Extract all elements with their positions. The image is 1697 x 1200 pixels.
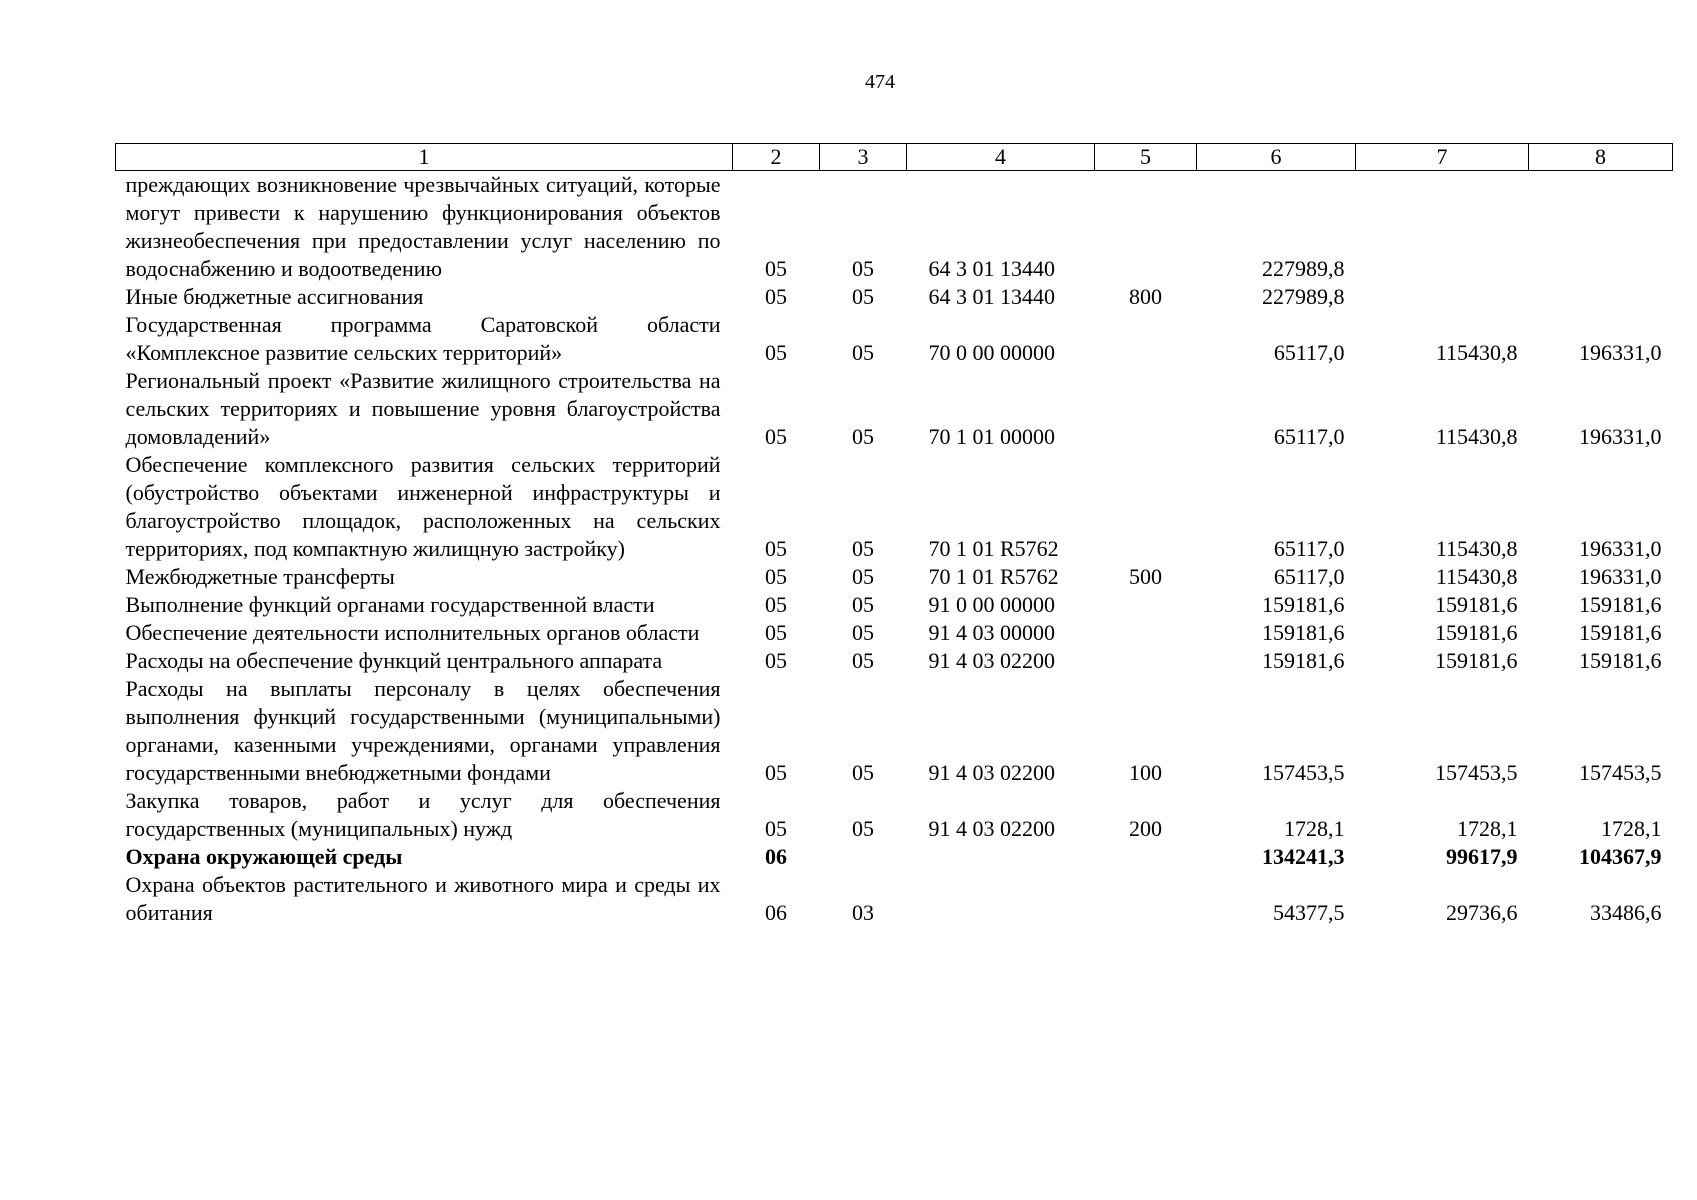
page-number: 474	[865, 71, 895, 93]
cell-amount-col-7: 1728,1	[1457, 816, 1518, 841]
cell-target-article: 70 0 00 00000	[928, 340, 1055, 365]
cell-amount-col-6: 159181,6	[1262, 648, 1345, 673]
table-row	[116, 647, 1673, 675]
cell-target-article: 64 3 01 13440	[928, 284, 1055, 309]
cell-amount-col-8: 159181,6	[1579, 592, 1662, 617]
cell-section: 05	[765, 760, 787, 785]
header-col-4: 4	[907, 144, 1095, 171]
cell-section: 05	[765, 536, 787, 561]
cell-name: Охрана окружающей среды	[125, 844, 403, 869]
cell-expense-type	[1095, 843, 1197, 871]
cell-subsection: 05	[852, 564, 874, 589]
cell-target-article	[907, 843, 1095, 871]
cell-section: 05	[765, 592, 787, 617]
table-row	[116, 675, 1673, 787]
cell-name: Закупка товаров, работ и услуг для обеспечения государственных (муниципальных) нужд	[125, 788, 721, 841]
cell-name: Расходы на обеспечение функций центрального аппарата	[125, 648, 663, 673]
cell-amount-col-6: 159181,6	[1262, 592, 1345, 617]
cell-amount-col-8: 1728,1	[1601, 816, 1662, 841]
cell-target-article: 70 1 01 00000	[928, 424, 1055, 449]
cell-amount-col-7: 99617,9	[1446, 844, 1518, 869]
cell-amount-col-8	[1529, 283, 1673, 311]
cell-subsection: 05	[852, 424, 874, 449]
table-row	[116, 283, 1673, 311]
cell-amount-col-7: 29736,6	[1446, 900, 1518, 925]
cell-amount-col-8: 157453,5	[1579, 760, 1662, 785]
cell-section: 05	[765, 620, 787, 645]
cell-subsection: 03	[852, 900, 874, 925]
cell-subsection: 05	[852, 592, 874, 617]
cell-amount-col-6: 134241,3	[1262, 844, 1345, 869]
cell-target-article: 91 4 03 02200	[928, 816, 1055, 841]
cell-amount-col-8: 196331,0	[1579, 536, 1662, 561]
cell-name: Региональный проект «Развитие жилищного строительства на сельских территориях и повышение уровня благоустройства домовладений»	[125, 368, 721, 449]
cell-target-article: 91 4 03 00000	[928, 620, 1055, 645]
cell-expense-type: 100	[1129, 760, 1162, 785]
cell-amount-col-7: 115430,8	[1435, 424, 1518, 449]
cell-name: Расходы на выплаты персоналу в целях обеспечения выполнения функций государственными (муниципальными) органами, казенными учреждениями, органами управления государственными внебюджетными фондами	[125, 676, 721, 785]
cell-section: 06	[765, 900, 787, 925]
cell-subsection: 05	[852, 760, 874, 785]
cell-target-article: 70 1 01 R5762	[928, 536, 1059, 561]
cell-amount-col-6: 157453,5	[1262, 760, 1345, 785]
cell-amount-col-7: 115430,8	[1435, 340, 1518, 365]
cell-expense-type	[1095, 451, 1197, 563]
cell-subsection: 05	[852, 816, 874, 841]
cell-amount-col-6: 65117,0	[1273, 564, 1345, 589]
cell-name: Охрана объектов растительного и животного мира и среды их обитания	[125, 872, 721, 925]
cell-amount-col-8: 196331,0	[1579, 564, 1662, 589]
cell-section: 05	[765, 284, 787, 309]
cell-subsection: 05	[852, 256, 874, 281]
cell-amount-col-6: 227989,8	[1262, 284, 1345, 309]
cell-expense-type	[1095, 591, 1197, 619]
cell-target-article: 91 0 00 00000	[928, 592, 1055, 617]
header-row	[116, 144, 1673, 171]
cell-section: 05	[765, 648, 787, 673]
cell-section: 05	[765, 256, 787, 281]
table-row	[116, 311, 1673, 367]
cell-amount-col-6: 65117,0	[1273, 536, 1345, 561]
cell-subsection: 05	[852, 536, 874, 561]
table-row	[116, 787, 1673, 843]
cell-subsection: 05	[852, 648, 874, 673]
cell-name: преждающих возникновение чрезвычайных ситуаций, которые могут привести к нарушению функционирования объектов жизнеобеспечения при предоставлении услуг населению по водоснабжению и водоотведению	[125, 172, 721, 281]
cell-name: Обеспечение комплексного развития сельских территорий (обустройство объектами инженерной инфраструктуры и благоустройство площадок, расположенных на сельских территориях, под компактную жилищную застройку)	[125, 452, 721, 561]
cell-amount-col-7: 159181,6	[1435, 592, 1518, 617]
table-row	[116, 619, 1673, 647]
cell-amount-col-7: 115430,8	[1435, 536, 1518, 561]
table-row	[116, 843, 1673, 871]
table-row	[116, 367, 1673, 451]
table-row	[116, 591, 1673, 619]
cell-expense-type	[1095, 311, 1197, 367]
cell-amount-col-7: 157453,5	[1435, 760, 1518, 785]
header-col-7: 7	[1356, 144, 1529, 171]
cell-expense-type	[1095, 619, 1197, 647]
cell-amount-col-8: 104367,9	[1579, 844, 1662, 869]
table-body	[116, 171, 1673, 928]
cell-subsection: 05	[852, 340, 874, 365]
cell-amount-col-6: 65117,0	[1273, 424, 1345, 449]
table-row	[116, 171, 1673, 284]
cell-section: 06	[765, 844, 787, 869]
cell-amount-col-8: 196331,0	[1579, 340, 1662, 365]
cell-amount-col-6: 65117,0	[1273, 340, 1345, 365]
cell-amount-col-7: 159181,6	[1435, 620, 1518, 645]
table-row	[116, 871, 1673, 927]
header-col-1: 1	[116, 144, 733, 171]
cell-name: Государственная программа Саратовской области «Комплексное развитие сельских территорий»	[125, 312, 721, 365]
header-col-6: 6	[1197, 144, 1356, 171]
table-row	[116, 451, 1673, 563]
cell-expense-type	[1095, 171, 1197, 284]
cell-expense-type	[1095, 367, 1197, 451]
cell-section: 05	[765, 564, 787, 589]
cell-amount-col-7: 159181,6	[1435, 648, 1518, 673]
cell-name: Выполнение функций органами государственной власти	[125, 592, 655, 617]
cell-expense-type: 800	[1129, 284, 1162, 309]
cell-amount-col-7	[1356, 283, 1529, 311]
cell-subsection	[820, 843, 907, 871]
cell-target-article: 91 4 03 02200	[928, 760, 1055, 785]
cell-target-article	[907, 871, 1095, 927]
cell-subsection: 05	[852, 620, 874, 645]
cell-section: 05	[765, 816, 787, 841]
cell-subsection: 05	[852, 284, 874, 309]
cell-amount-col-8: 159181,6	[1579, 648, 1662, 673]
cell-amount-col-6: 227989,8	[1262, 256, 1345, 281]
header-col-3: 3	[820, 144, 907, 171]
cell-amount-col-8: 159181,6	[1579, 620, 1662, 645]
cell-amount-col-6: 159181,6	[1262, 620, 1345, 645]
cell-name: Обеспечение деятельности исполнительных органов области	[125, 620, 700, 645]
header-col-8: 8	[1529, 144, 1673, 171]
cell-expense-type: 200	[1129, 816, 1162, 841]
cell-amount-col-8: 196331,0	[1579, 424, 1662, 449]
cell-amount-col-7: 115430,8	[1435, 564, 1518, 589]
cell-expense-type	[1095, 647, 1197, 675]
cell-amount-col-8: 33486,6	[1590, 900, 1662, 925]
budget-table	[115, 143, 1673, 927]
cell-target-article: 64 3 01 13440	[928, 256, 1055, 281]
cell-name: Межбюджетные трансферты	[125, 564, 395, 589]
cell-target-article: 91 4 03 02200	[928, 648, 1055, 673]
cell-amount-col-7	[1356, 171, 1529, 284]
header-col-2: 2	[733, 144, 820, 171]
table-header	[116, 144, 1673, 171]
cell-expense-type	[1095, 871, 1197, 927]
cell-amount-col-6: 1728,1	[1284, 816, 1345, 841]
cell-amount-col-8	[1529, 171, 1673, 284]
table-row	[116, 563, 1673, 591]
cell-section: 05	[765, 340, 787, 365]
cell-target-article: 70 1 01 R5762	[928, 564, 1059, 589]
cell-amount-col-6: 54377,5	[1273, 900, 1345, 925]
cell-section: 05	[765, 424, 787, 449]
cell-name: Иные бюджетные ассигнования	[125, 284, 424, 309]
cell-expense-type: 500	[1129, 564, 1162, 589]
header-col-5: 5	[1095, 144, 1197, 171]
